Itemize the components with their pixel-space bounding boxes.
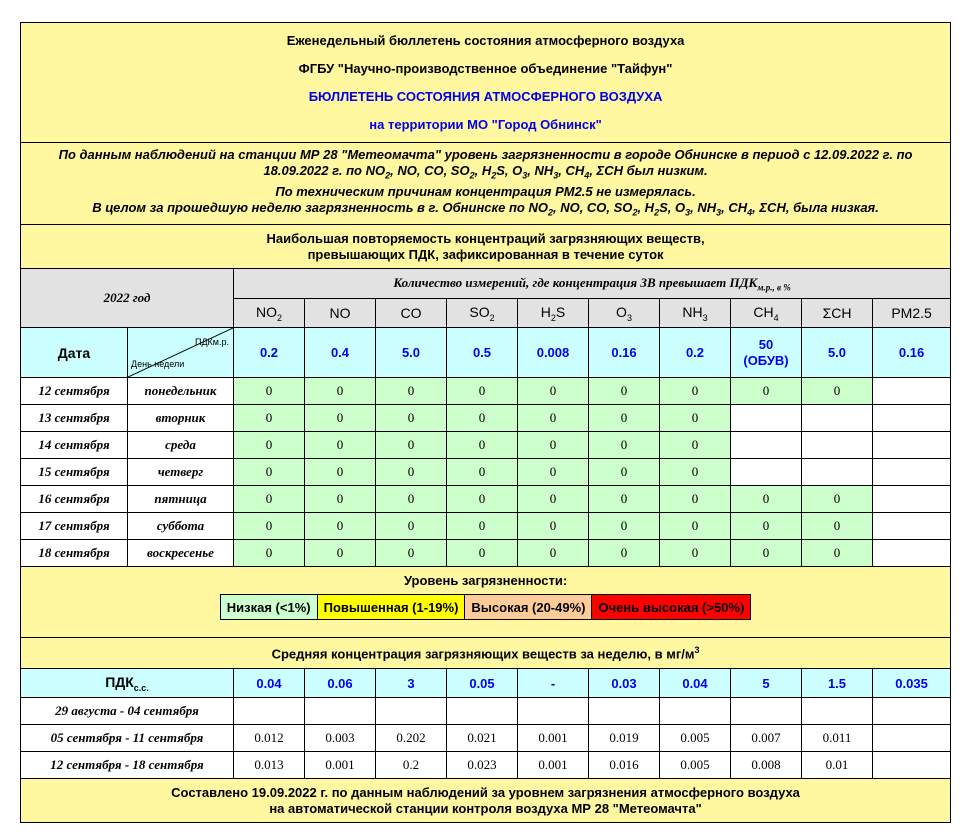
week-period: 29 августа - 04 сентября <box>21 698 234 725</box>
day-value: 0 <box>731 486 802 513</box>
day-value: 0 <box>447 459 518 486</box>
week-value: 0.005 <box>660 725 731 752</box>
day-value: 0 <box>518 432 589 459</box>
day-row <box>21 378 951 405</box>
pdk-ss-value: 1.5 <box>802 669 873 698</box>
bulletin-table <box>20 22 951 823</box>
pollutant-header <box>589 299 660 328</box>
day-weekday: воскресенье <box>128 540 234 567</box>
pdk-mr-value: 0.4 <box>305 328 376 378</box>
day-value: 0 <box>376 513 447 540</box>
day-value <box>731 432 802 459</box>
week-value <box>589 698 660 725</box>
bulletin-title: БЮЛЛЕТЕНЬ СОСТОЯНИЯ АТМОСФЕРНОГО ВОЗДУХА <box>308 88 663 104</box>
day-value <box>731 405 802 432</box>
pollutant-base: O <box>616 303 627 320</box>
summary-line-1: По данным наблюдений на станции МР 28 "Метеомачта" уровень загрязненности в городе Обнинске в период с 12.09.2022 г. по 18.09.2022 г. по $NO_2$, NO, CO, $SO_2$, $H_2S$, $O_3$, $NH_3$, $CH_4$, ΣCH был низким. <box>58 147 913 181</box>
pollutant-sub: 3 <box>702 312 708 323</box>
week-value <box>447 698 518 725</box>
week-value: 0.01 <box>802 752 873 779</box>
day-date: 12 сентября <box>21 378 128 405</box>
week-row <box>21 698 951 725</box>
day-value <box>802 459 873 486</box>
day-value: 0 <box>518 486 589 513</box>
legend-title: Уровень загрязненности: <box>403 573 568 589</box>
day-value: 0 <box>376 405 447 432</box>
day-value: 0 <box>589 459 660 486</box>
pollutant-sub: 2 <box>276 312 282 323</box>
week-value: 0.007 <box>731 725 802 752</box>
day-value: 0 <box>660 459 731 486</box>
day-date: 17 сентября <box>21 513 128 540</box>
pdk-ss-value: 0.03 <box>589 669 660 698</box>
day-value <box>802 432 873 459</box>
day-date: 15 сентября <box>21 459 128 486</box>
pollutant-base: H <box>540 303 551 320</box>
day-value: 0 <box>447 378 518 405</box>
pollutant-base: NH <box>682 303 703 320</box>
legend-table <box>220 594 752 620</box>
pollutant-header <box>802 299 873 328</box>
pdk-mr-diag-label: ПДКм.р. <box>194 337 229 348</box>
day-value: 0 <box>447 405 518 432</box>
pdk-ss-value: 0.035 <box>873 669 951 698</box>
day-value: 0 <box>731 513 802 540</box>
pollutant-header <box>376 299 447 328</box>
pdk-ss-label <box>21 669 234 698</box>
bulletin-subtitle: Еженедельный бюллетень состояния атмосферного воздуха <box>286 32 685 48</box>
pdk-mr-value: 5.0 <box>802 328 873 378</box>
day-value: 0 <box>518 405 589 432</box>
day-weekday: суббота <box>128 513 234 540</box>
day-value: 0 <box>234 405 305 432</box>
week-value <box>660 698 731 725</box>
day-value <box>873 459 951 486</box>
pollutant-header <box>447 299 518 328</box>
pollutant-header <box>234 299 305 328</box>
week-value: 0.008 <box>731 752 802 779</box>
day-row <box>21 405 951 432</box>
pollutant-base: ΣCH <box>822 305 852 322</box>
day-value: 0 <box>305 432 376 459</box>
day-value: 0 <box>305 540 376 567</box>
pdk-mr-value: 0.16 <box>589 328 660 378</box>
week-value <box>234 698 305 725</box>
day-value: 0 <box>234 540 305 567</box>
diagonal-header-cell <box>128 328 234 378</box>
day-weekday: понедельник <box>128 378 234 405</box>
day-weekday: пятница <box>128 486 234 513</box>
day-value: 0 <box>660 378 731 405</box>
week-value: 0.001 <box>518 725 589 752</box>
pdk-ss-label-sub: с.с. <box>133 682 149 693</box>
day-value: 0 <box>234 513 305 540</box>
avg-title-text: Средняя концентрация загрязняющих веществ за неделю, в мг/м <box>271 646 695 662</box>
week-value: 0.013 <box>234 752 305 779</box>
day-row <box>21 540 951 567</box>
date-label: Дата <box>21 328 128 378</box>
week-value: 0.001 <box>518 752 589 779</box>
pdk-mr-row <box>21 328 951 378</box>
legend-item: Повышенная (1-19%) <box>317 595 465 620</box>
week-period: 05 сентября - 11 сентября <box>21 725 234 752</box>
day-value: 0 <box>305 378 376 405</box>
day-value: 0 <box>589 486 660 513</box>
repeat-title: Наибольшая повторяемость концентраций загрязняющих веществ, превышающих ПДК, зафиксированная в течение суток <box>21 225 951 269</box>
pollutant-base: SO <box>469 303 490 320</box>
pollutant-base: CH <box>753 303 774 320</box>
day-value: 0 <box>802 486 873 513</box>
week-value: 0.019 <box>589 725 660 752</box>
day-value: 0 <box>589 513 660 540</box>
day-value <box>873 378 951 405</box>
pollutant-sub: 2 <box>489 312 495 323</box>
day-value: 0 <box>376 378 447 405</box>
week-value <box>376 698 447 725</box>
day-weekday: вторник <box>128 405 234 432</box>
pdk-ss-value: - <box>518 669 589 698</box>
week-value: 0.003 <box>305 725 376 752</box>
day-weekday: четверг <box>128 459 234 486</box>
organization-name: ФГБУ "Научно-производственное объединение "Тайфун" <box>298 60 673 76</box>
day-value: 0 <box>802 378 873 405</box>
day-value: 0 <box>376 486 447 513</box>
day-value: 0 <box>518 513 589 540</box>
day-row <box>21 432 951 459</box>
pollutant-tail: S <box>555 303 566 320</box>
pdk-ss-value: 0.05 <box>447 669 518 698</box>
day-value: 0 <box>447 540 518 567</box>
day-value <box>873 405 951 432</box>
pdk-mr-value: 50 (ОБУВ) <box>731 328 802 378</box>
avg-title-row <box>21 638 951 669</box>
pdk-mr-value: 0.5 <box>447 328 518 378</box>
day-value: 0 <box>305 459 376 486</box>
pdk-ss-row <box>21 669 951 698</box>
footer-text <box>21 779 951 823</box>
footer-row <box>21 779 951 823</box>
year-label: 2022 год <box>21 269 234 328</box>
summary-line-2: По техническим причинам концентрация PM2.5 не измерялась. <box>275 183 696 199</box>
pdk-mr-value: 0.2 <box>234 328 305 378</box>
pollutant-sub: 2 <box>550 312 556 323</box>
pollutant-sub: 3 <box>626 312 632 323</box>
day-value <box>802 405 873 432</box>
day-value <box>873 540 951 567</box>
pollutant-header <box>731 299 802 328</box>
week-value: 0.021 <box>447 725 518 752</box>
week-value <box>802 698 873 725</box>
week-value: 0.012 <box>234 725 305 752</box>
day-weekday: среда <box>128 432 234 459</box>
week-row <box>21 725 951 752</box>
week-value <box>873 752 951 779</box>
day-date: 14 сентября <box>21 432 128 459</box>
day-value: 0 <box>305 405 376 432</box>
pdk-ss-value: 0.06 <box>305 669 376 698</box>
day-value: 0 <box>589 405 660 432</box>
day-row <box>21 486 951 513</box>
footer-line-1: Составлено 19.09.2022 г. по данным наблюдений за уровнем загрязнения атмосферного воздуха <box>171 784 800 800</box>
day-date: 18 сентября <box>21 540 128 567</box>
day-value: 0 <box>660 540 731 567</box>
pdk-ss-value: 3 <box>376 669 447 698</box>
count-title: Количество измерений, где концентрация ЗВ превышает $ПДК_{м.р., в \%}$ <box>234 269 951 299</box>
pdk-ss-value: 0.04 <box>660 669 731 698</box>
day-value: 0 <box>518 540 589 567</box>
day-value: 0 <box>447 486 518 513</box>
day-date: 13 сентября <box>21 405 128 432</box>
day-value <box>873 432 951 459</box>
day-value: 0 <box>660 486 731 513</box>
pdk-ss-value: 5 <box>731 669 802 698</box>
day-value: 0 <box>589 378 660 405</box>
week-value: 0.001 <box>305 752 376 779</box>
day-row <box>21 513 951 540</box>
day-value: 0 <box>518 378 589 405</box>
week-value: 0.005 <box>660 752 731 779</box>
legend-item: Очень высокая (>50%) <box>592 595 751 620</box>
week-value <box>873 725 951 752</box>
week-value <box>873 698 951 725</box>
day-row <box>21 459 951 486</box>
pollutant-base: NO <box>329 305 351 322</box>
week-value <box>731 698 802 725</box>
legend-item: Высокая (20-49%) <box>465 595 592 620</box>
pollutant-header <box>305 299 376 328</box>
legend-cell <box>21 567 951 638</box>
week-value <box>518 698 589 725</box>
day-value: 0 <box>234 378 305 405</box>
footer-line-2: на автоматической станции контроля воздуха МР 28 "Метеомачта" <box>269 800 702 816</box>
pdk-mr-value: 0.16 <box>873 328 951 378</box>
avg-title <box>21 638 951 669</box>
day-value: 0 <box>376 540 447 567</box>
pollutant-header <box>873 299 951 328</box>
week-value: 0.202 <box>376 725 447 752</box>
day-value: 0 <box>305 513 376 540</box>
day-value: 0 <box>447 432 518 459</box>
day-value: 0 <box>447 513 518 540</box>
day-value: 0 <box>589 432 660 459</box>
day-date: 16 сентября <box>21 486 128 513</box>
day-value <box>873 513 951 540</box>
day-value: 0 <box>234 459 305 486</box>
week-value: 0.023 <box>447 752 518 779</box>
week-value: 0.011 <box>802 725 873 752</box>
bulletin-header <box>21 23 951 143</box>
day-value <box>873 486 951 513</box>
day-value: 0 <box>660 432 731 459</box>
day-value: 0 <box>660 405 731 432</box>
day-value: 0 <box>660 513 731 540</box>
week-row <box>21 752 951 779</box>
pollutant-base: NO <box>255 303 277 320</box>
pollutant-base: CO <box>400 305 422 322</box>
day-value: 0 <box>731 378 802 405</box>
day-value: 0 <box>305 486 376 513</box>
day-value: 0 <box>518 459 589 486</box>
pdk-ss-label-text: ПДК <box>105 673 134 690</box>
pdk-mr-value: 0.008 <box>518 328 589 378</box>
day-value: 0 <box>376 459 447 486</box>
day-value: 0 <box>234 486 305 513</box>
day-value: 0 <box>802 540 873 567</box>
day-value <box>731 459 802 486</box>
day-value: 0 <box>234 432 305 459</box>
summary-text <box>21 143 951 225</box>
week-value: 0.016 <box>589 752 660 779</box>
pdk-ss-value: 0.04 <box>234 669 305 698</box>
day-value: 0 <box>802 513 873 540</box>
legend-item: Низкая (<1%) <box>220 595 317 620</box>
avg-title-sup: 3 <box>694 645 700 656</box>
weekday-diag-label: День недели <box>131 359 185 370</box>
week-value <box>305 698 376 725</box>
day-value: 0 <box>589 540 660 567</box>
week-period: 12 сентября - 18 сентября <box>21 752 234 779</box>
pollutant-base: PM2.5 <box>891 305 932 322</box>
week-value: 0.2 <box>376 752 447 779</box>
day-value: 0 <box>376 432 447 459</box>
summary-line-3: В целом за прошедшую неделю загрязненность в г. Обнинске по $NO_2$, NO, CO, $SO_2$, $H_2S$, $O_3$, $NH_3$, $CH_4$, ΣCH, была низкая. <box>92 199 879 218</box>
day-value: 0 <box>731 540 802 567</box>
pdk-mr-value: 5.0 <box>376 328 447 378</box>
pdk-mr-value: 0.2 <box>660 328 731 378</box>
territory-name: на территории МО "Город Обнинск" <box>369 116 602 132</box>
legend-row <box>21 567 951 638</box>
pollutant-header <box>518 299 589 328</box>
pollutant-sub: 4 <box>773 312 779 323</box>
pollutant-header <box>660 299 731 328</box>
